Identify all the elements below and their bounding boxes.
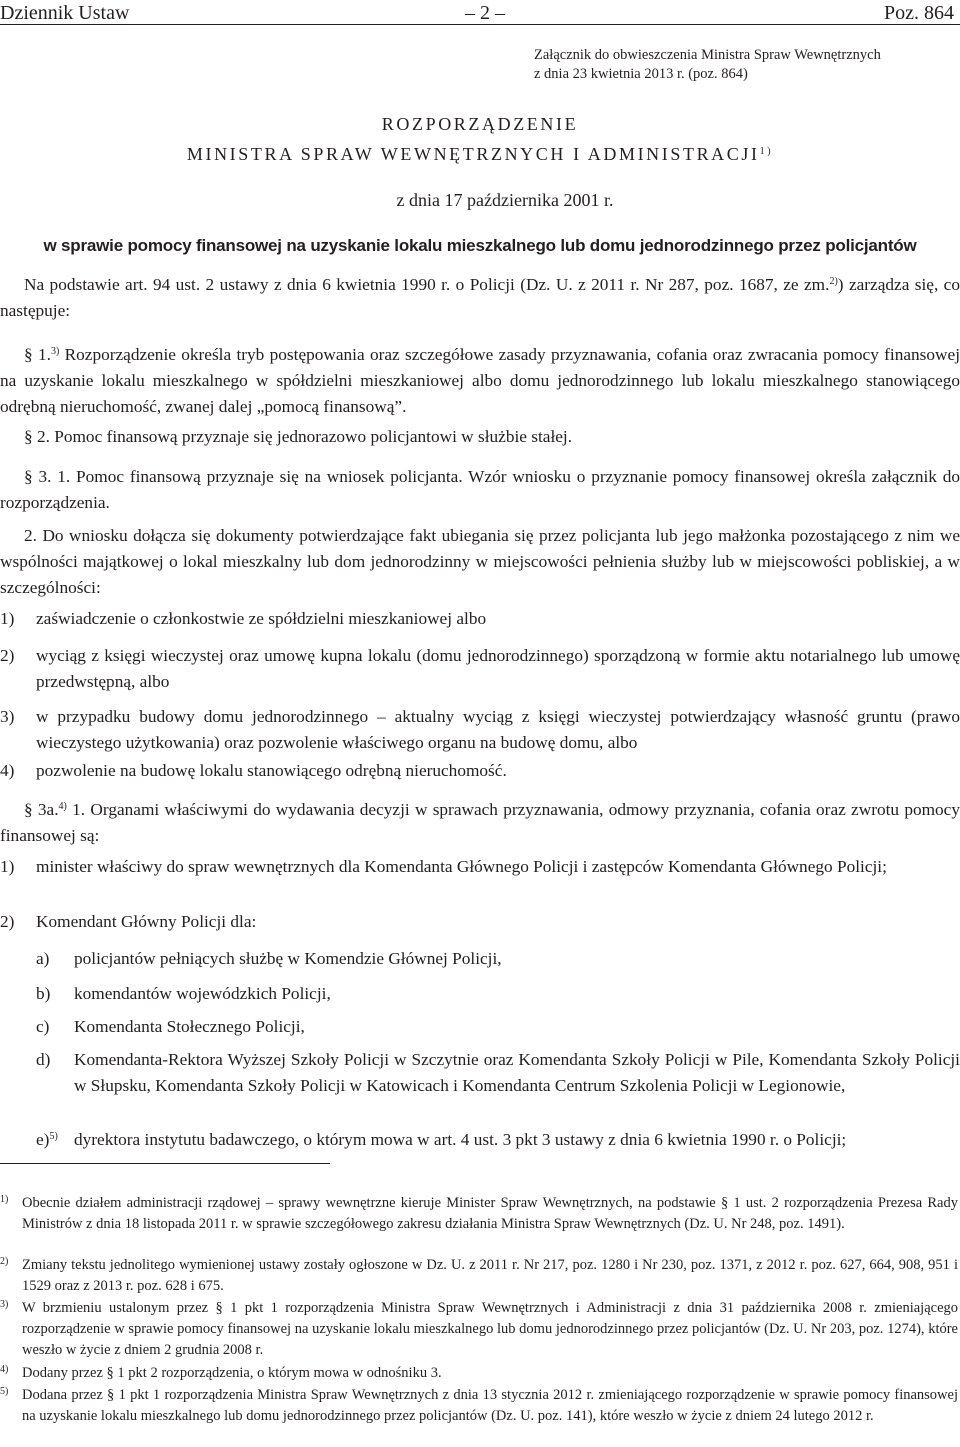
list-item-text: wyciąg z księgi wieczystej oraz umowę kupna lokalu (domu jednorodzinnego) sporządzoną w formie aktu notarialnego lub umowę przedwstępną, albo (36, 646, 960, 691)
footnote-ref: 3) (50, 346, 60, 357)
footnote-text: W brzmieniu ustalonym przez § 1 pkt 1 rozporządzenia Ministra Spraw Wewnętrznych i Administracji z dnia 31 października 2008 r. zmieniającego rozporządzenie w sprawie pomocy finansowej na uzyskanie lokalu mieszkalnego lub domu jednorodzinnego przez policjantów (Dz. U. Nr 203, poz. 1274), które weszło w życie z dniem 2 grudnia 2008 r. (22, 1300, 958, 1358)
list-item-text: dyrektora instytutu badawczego, o którym mowa w art. 4 ust. 3 pkt 3 ustawy z dnia 6 kwietnia 1990 r. o Policji; (74, 1130, 847, 1149)
list-item-number: 2) (0, 646, 15, 665)
footnote-divider (0, 1163, 330, 1164)
annex-note (534, 46, 954, 84)
position-number: Poz. 864 (884, 2, 954, 24)
list-item-letter: c) (36, 1017, 50, 1036)
paragraph-text: Rozporządzenie określa tryb postępowania oraz szczegółowe zasady przyznawania, cofania oraz zwracania pomocy finansowej na uzyskanie lokalu mieszkalnego w spółdzielni mieszkaniowej albo domu jednorodzinnego lub lokalu mieszkalnego stanowiącego odrębną nieruchomość, zwanej dalej „pomocą finansową”. (0, 345, 960, 416)
annex-line-1: Załącznik do obwieszczenia Ministra Spraw Wewnętrznych (534, 47, 881, 63)
preamble (0, 272, 960, 324)
list-item-text: Komendanta-Rektora Wyższej Szkoły Policji w Szczytnie oraz Komendanta Szkoły Policji w Pile, Komendanta Szkoły Policji w Słupsku, Komendanta Szkoły Policji w Katowicach i Komendanta Centrum Szkolenia Policji w Legionowie, (74, 1050, 960, 1095)
paragraph-text: 1. Organami właściwymi do wydawania decyzji w sprawach przyznawania, odmowy przyznania, cofania oraz zwrotu pomocy finansowej są: (0, 800, 960, 845)
list-item-letter: d) (36, 1050, 51, 1069)
page-number: – 2 – (465, 2, 505, 24)
list-item-text: komendantów wojewódzkich Policji, (74, 984, 331, 1003)
annex-line-2: z dnia 23 kwietnia 2013 r. (poz. 864) (534, 66, 748, 82)
list-item-text: w przypadku budowy domu jednorodzinnego – aktualny wyciąg z księgi wieczystej potwierdzający własność gruntu (prawo wieczystego użytkowania) oraz pozwolenie właściwego organu na budowę domu, albo (36, 707, 960, 752)
footnote-text: Dodany przez § 1 pkt 2 rozporządzenia, o którym mowa w odnośniku 3. (22, 1365, 442, 1381)
header-divider (0, 24, 960, 25)
footnote-ref: 4) (58, 801, 67, 812)
footnote-text: Dodana przez § 1 pkt 1 rozporządzenia Ministra Spraw Wewnętrznych z dnia 13 stycznia 2012 r. zmieniającego rozporządzenie w sprawie pomocy finansowej na uzyskanie lokalu mieszkalnego lub domu jednorodzinnego przez policjantów (Dz. U. poz. 141), które weszło w życie z dniem 24 lutego 2012 r. (22, 1387, 958, 1424)
footnote-text: Obecnie działem administracji rządowej – sprawy wewnętrzne kieruje Minister Spraw Wewnętrznych, na podstawie § 1 ust. 2 rozporządzenia Prezesa Rady Ministrów z dnia 18 listopada 2011 r. w sprawie szczegółowego zakresu działania Ministra Spraw Wewnętrznych (Dz. U. Nr 248, poz. 1491). (22, 1195, 958, 1232)
footnote-ref: 1) (759, 146, 774, 157)
list-item-text: policjantów pełniących służbę w Komendzie Głównej Policji, (74, 949, 502, 968)
list-item-number: 1) (0, 609, 15, 628)
footnote-mark: 3) (0, 1299, 9, 1310)
paragraph-number: § 1. (24, 345, 51, 364)
paragraph-1 (0, 342, 960, 420)
page-header (0, 0, 960, 24)
paragraph-2: § 2. Pomoc finansową przyznaje się jednorazowo policjantowi w służbie stałej. (24, 427, 573, 446)
paragraph-3-2: 2. Do wniosku dołącza się dokumenty potwierdzające fakt ubiegania się przez policjanta lub jego małżonka pozostającego z nim we wspólności majątkowej o lokal mieszkalny lub dom jednorodzinny w miejscowości pełnienia służby lub w miejscowości pobliskiej, a w szczególności: (0, 526, 960, 597)
act-date: z dnia 17 października 2001 r. (396, 190, 614, 210)
footnote-text: Zmiany tekstu jednolitego wymienionej ustawy zostały ogłoszone w Dz. U. z 2011 r. Nr 217, poz. 1280 i Nr 230, poz. 1371, z 2012 r. poz. 627, 664, 908, 951 i 1529 oraz z 2013 r. poz. 628 i 675. (22, 1257, 958, 1294)
act-subject: w sprawie pomocy finansowej na uzyskanie lokalu mieszkalnego lub domu jednorodzinnego przez policjantów (43, 236, 917, 255)
footnote-ref: 2) (829, 276, 838, 287)
footnote-mark: 4) (0, 1364, 9, 1375)
footnote-mark: 2) (0, 1256, 9, 1267)
list-item-text: pozwolenie na budowę lokalu stanowiącego odrębną nieruchomość. (36, 761, 507, 780)
paragraph-number: § 3a. (24, 800, 59, 819)
footnote-mark: 5) (0, 1386, 9, 1397)
list-item-letter-text: e) (36, 1130, 50, 1149)
list-item-letter (36, 1127, 58, 1153)
issuer-title (0, 144, 960, 165)
journal-name: Dziennik Ustaw (0, 2, 130, 24)
list-item-text: Komendanta Stołecznego Policji, (74, 1017, 305, 1036)
footnote-mark: 1) (0, 1194, 9, 1205)
list-item-number: 3) (0, 707, 15, 726)
list-item-letter: b) (36, 984, 51, 1003)
act-type-title: ROZPORZĄDZENIE (381, 114, 579, 134)
paragraph-3-1: § 3. 1. Pomoc finansową przyznaje się na wniosek policjanta. Wzór wniosku o przyznanie pomocy finansowej określa załącznik do rozporządzenia. (0, 467, 960, 512)
preamble-text-a: Na podstawie art. 94 ust. 2 ustawy z dnia 6 kwietnia 1990 r. o Policji (Dz. U. z 2011 r. Nr 287, poz. 1687, ze zm. (24, 275, 830, 294)
list-item-text: Komendant Główny Policji dla: (36, 912, 257, 931)
paragraph-3a (0, 797, 960, 849)
preamble-text-b: ) zarządza się, co następuje: (0, 275, 960, 320)
issuer-title-text: MINISTRA SPRAW WEWNĘTRZNYCH I ADMINISTRACJI (186, 144, 760, 164)
list-item-number: 2) (0, 912, 15, 931)
list-item-number: 4) (0, 761, 15, 780)
list-item-number: 1) (0, 857, 15, 876)
list-item-letter: a) (36, 949, 50, 968)
list-item-text: zaświadczenie o członkostwie ze spółdzielni mieszkaniowej albo (36, 609, 487, 628)
footnote-ref: 5) (49, 1131, 58, 1142)
list-item-text: minister właściwy do spraw wewnętrznych dla Komendanta Głównego Policji i zastępców Komendanta Głównego Policji; (36, 857, 887, 876)
